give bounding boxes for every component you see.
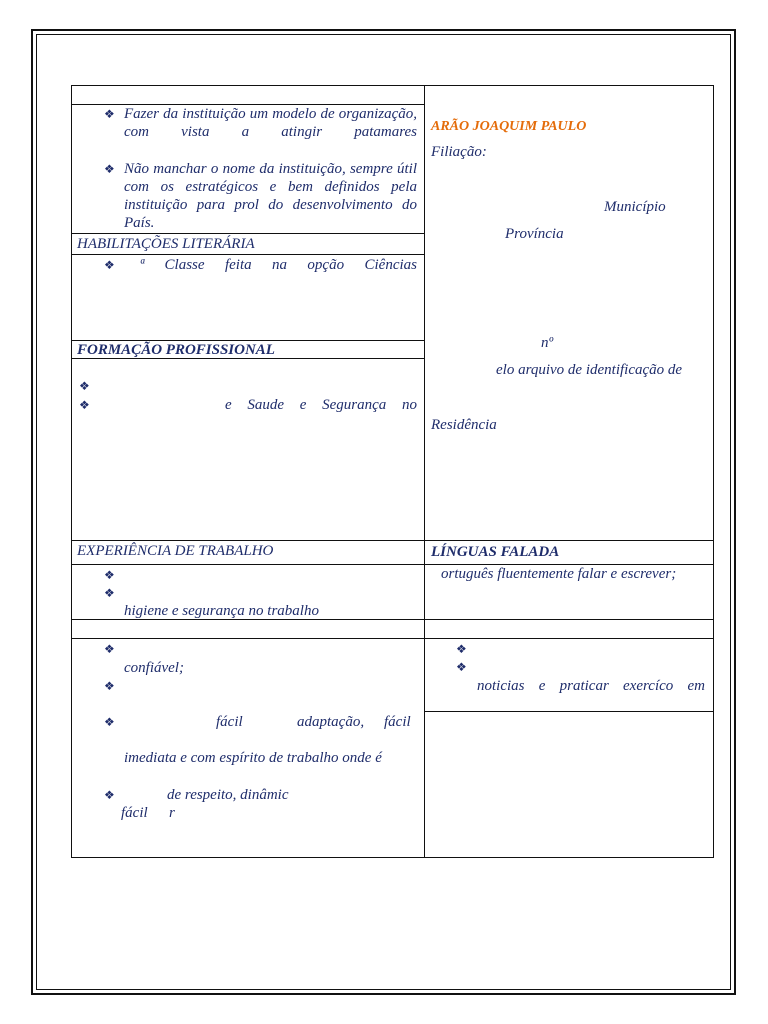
experiencia-header: EXPERIÊNCIA DE TRABALHO <box>77 543 274 559</box>
table-border-top <box>71 85 714 86</box>
numero-label: nº <box>541 335 554 351</box>
row-divider <box>71 638 714 639</box>
linguas-item: ortuguês fluentemente falar e escrever; <box>441 566 677 582</box>
bullet-icon: ❖ <box>104 107 115 121</box>
qualidade-3c: fácil <box>384 714 411 730</box>
provincia-label: Província <box>505 226 564 242</box>
table-column-divider <box>424 85 425 858</box>
qualidade-4b: fácil <box>121 805 148 821</box>
table-border-bottom <box>71 857 714 858</box>
row-divider <box>71 233 424 234</box>
municipio-label: Município <box>604 199 666 215</box>
habilitacoes-item: ª Classe feita na opção Ciências <box>140 257 417 273</box>
qualidade-3b: adaptação, <box>297 714 365 730</box>
qualidade-4a: de respeito, dinâmic <box>167 787 289 803</box>
qualidade-3d: imediata e com espírito de trabalho onde é <box>124 750 382 766</box>
bullet-icon: ❖ <box>456 660 467 674</box>
table-border-right <box>713 85 714 858</box>
qualidade-4c: r <box>169 805 175 821</box>
experiencia-item-2: higiene e segurança no trabalho <box>124 603 319 619</box>
bullet-icon: ❖ <box>104 788 115 802</box>
arquivo-text: elo arquivo de identificação de <box>496 362 683 378</box>
row-divider <box>71 254 424 255</box>
row-divider <box>424 711 714 712</box>
objective-1: Fazer da instituição um modelo de organização, com vista a atingir patamares <box>124 106 417 140</box>
objective-2: Não manchar o nome da instituição, sempre útil com os estratégicos e bem definidos pela instituição para prol do desenvolvimento do País. <box>124 161 417 231</box>
row-divider <box>71 540 714 541</box>
residencia-label: Residência <box>431 417 497 433</box>
table-border-left <box>71 85 72 858</box>
bullet-icon: ❖ <box>79 379 90 393</box>
bullet-icon: ❖ <box>104 642 115 656</box>
bullet-icon: ❖ <box>104 258 115 272</box>
bullet-icon: ❖ <box>104 679 115 693</box>
candidate-name: ARÃO JOAQUIM PAULO <box>431 119 587 134</box>
bullet-icon: ❖ <box>104 586 115 600</box>
formacao-item-2: e Saude e Segurança no <box>225 397 417 413</box>
bullet-icon: ❖ <box>104 715 115 729</box>
hobbies-item-2: noticias e praticar exercíco em <box>477 678 705 694</box>
bullet-icon: ❖ <box>104 162 115 176</box>
bullet-icon: ❖ <box>79 398 90 412</box>
bullet-icon: ❖ <box>104 568 115 582</box>
filiacao-label: Filiação: <box>431 144 487 160</box>
qualidade-3a: fácil <box>216 714 243 730</box>
bullet-icon: ❖ <box>456 642 467 656</box>
habilitacoes-header: HABILITAÇÕES LITERÁRIA <box>77 236 255 252</box>
formacao-header: FORMAÇÃO PROFISSIONAL <box>77 342 275 358</box>
linguas-header: LÍNGUAS FALADA <box>431 544 560 560</box>
qualidade-1: confiável; <box>124 660 184 676</box>
